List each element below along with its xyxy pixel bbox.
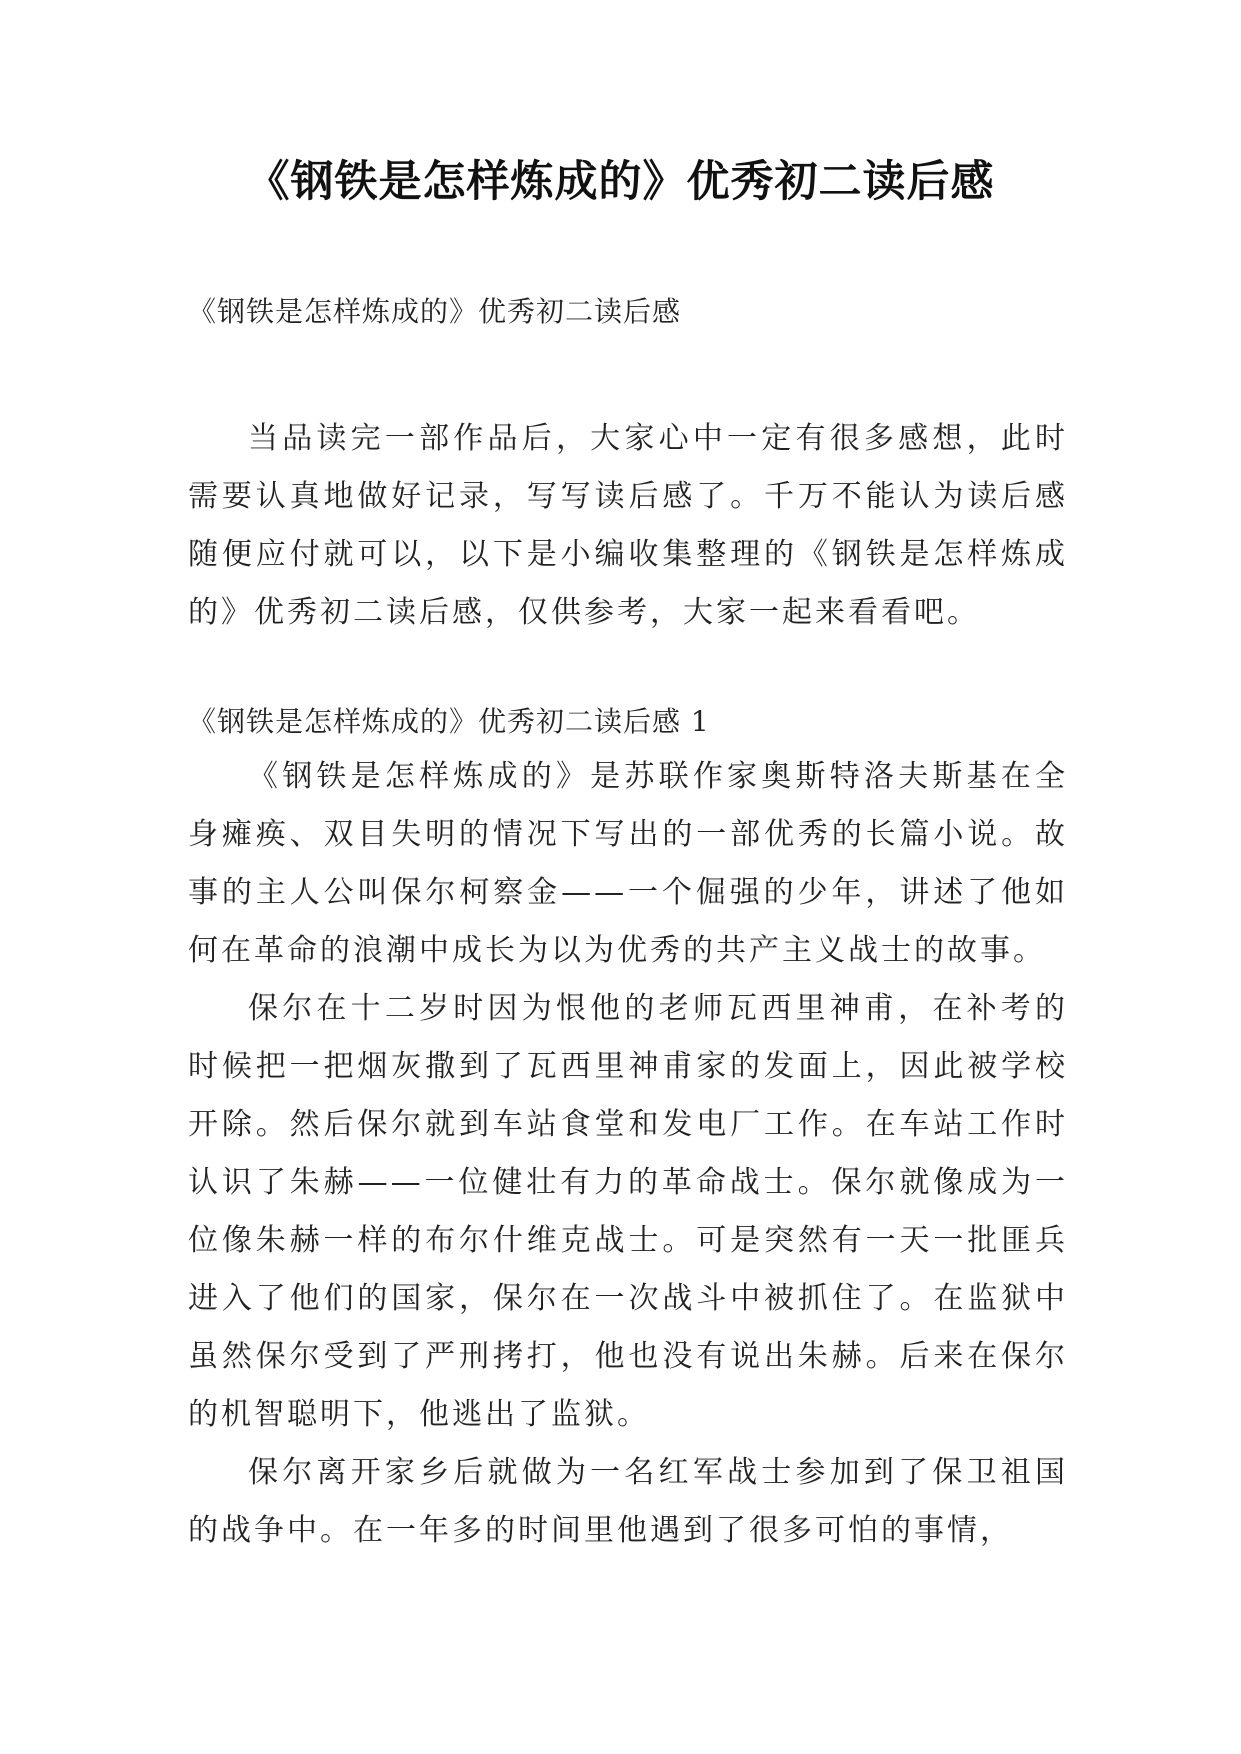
essay-paragraph-3: 保尔离开家乡后就做为一名红军战士参加到了保卫祖国的战争中。在一年多的时间里他遇到了很多可怕的事情， [188, 1455, 1068, 1548]
section-heading: 《钢铁是怎样炼成的》优秀初二读后感 1 [188, 705, 710, 738]
document-title: 《钢铁是怎样炼成的》优秀初二读后感 [246, 157, 995, 207]
intro-block [188, 410, 1068, 642]
essay-paragraph-1: 《钢铁是怎样炼成的》是苏联作家奥斯特洛夫斯基在全身瘫痪、双目失明的情况下写出的一部优秀的长篇小说。故事的主人公叫保尔柯察金——一个倔强的少年，讲述了他如何在革命的浪潮中成长为以为优秀的共产主义战士的故事。 [188, 759, 1068, 968]
intro-paragraph: 当品读完一部作品后，大家心中一定有很多感想，此时需要认真地做好记录，写写读后感了。千万不能认为读后感随便应付就可以，以下是小编收集整理的《钢铁是怎样炼成的》优秀初二读后感，仅供参考，大家一起来看看吧。 [188, 421, 1068, 630]
essay-body [188, 748, 1068, 1560]
essay-paragraph-2: 保尔在十二岁时因为恨他的老师瓦西里神甫，在补考的时候把一把烟灰撒到了瓦西里神甫家的发面上，因此被学校开除。然后保尔就到车站食堂和发电厂工作。在车站工作时认识了朱赫——一位健壮有力的革命战士。保尔就像成为一位像朱赫一样的布尔什维克战士。可是突然有一天一批匪兵进入了他们的国家，保尔在一次战斗中被抓住了。在监狱中虽然保尔受到了严刑拷打，他也没有说出朱赫。后来在保尔的机智聪明下，他逃出了监狱。 [188, 991, 1068, 1432]
document-subtitle: 《钢铁是怎样炼成的》优秀初二读后感 [188, 295, 682, 328]
